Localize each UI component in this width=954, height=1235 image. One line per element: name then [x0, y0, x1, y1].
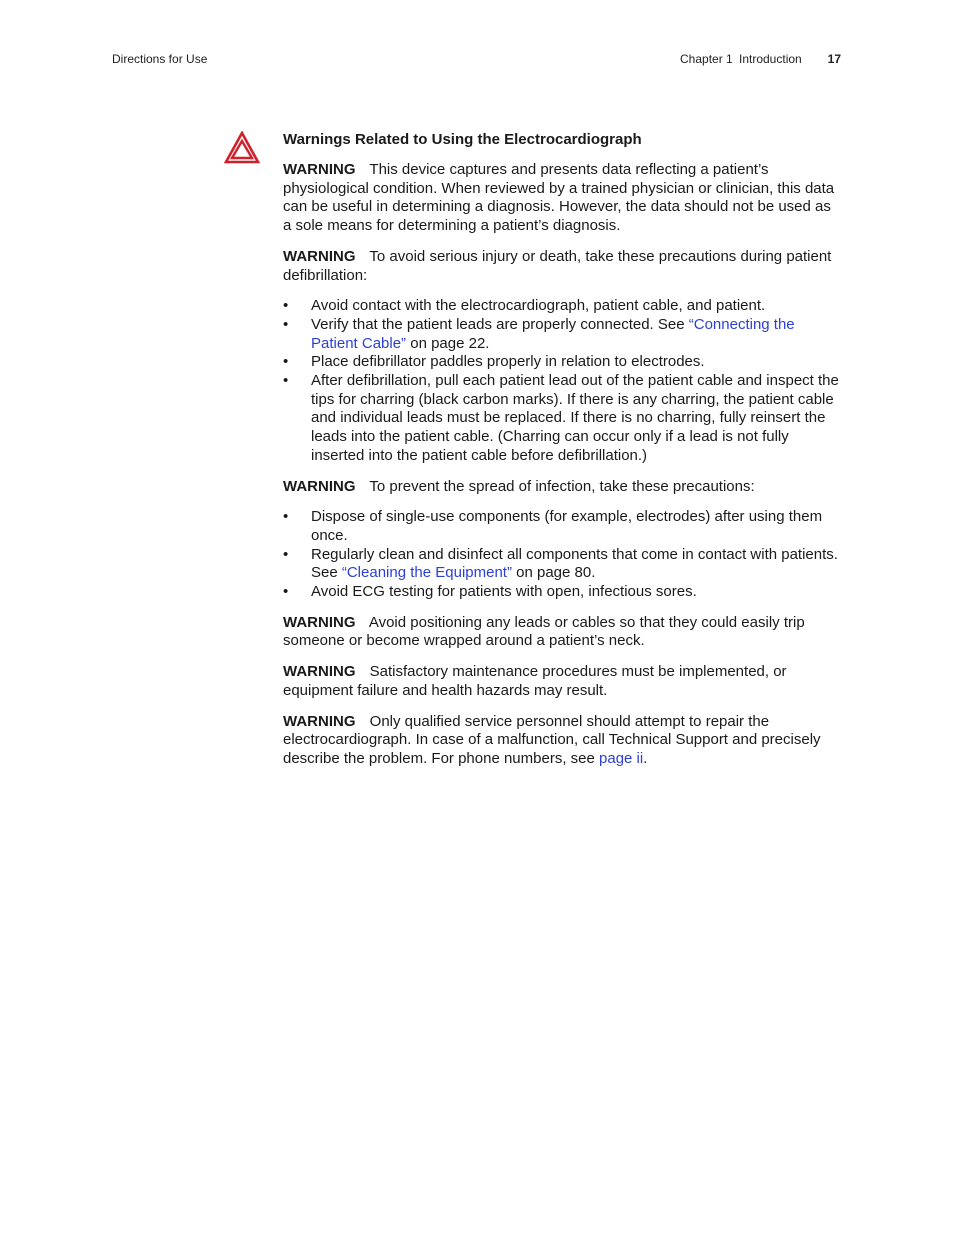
- warning-label: WARNING: [283, 663, 356, 681]
- list-item-text: Avoid ECG testing for patients with open, infectious sores.: [311, 583, 697, 601]
- list-item: [283, 353, 839, 372]
- warning-text: Only qualified service personnel should attempt to repair the electrocardiograph. In case of a malfunction, call Technical Support and precisely describe the problem. For phone numbers, see: [283, 712, 821, 767]
- section-title: Warnings Related to Using the Electrocardiograph: [283, 131, 642, 148]
- bullet: •: [283, 297, 289, 315]
- running-header: [112, 52, 841, 70]
- warning-text: This device captures and presents data reflecting a patient’s physiological condition. When reviewed by a trained physician or clinician, this data can be useful in determining a diagnosis. However, the data should not be used as a sole means for determining a patient’s diagnosis.: [283, 161, 835, 235]
- list-item-text: on page 22.: [406, 334, 490, 352]
- list-item: [283, 297, 839, 316]
- list-item-text: Avoid contact with the electrocardiograph, patient cable, and patient.: [311, 297, 766, 315]
- warning-label: WARNING: [283, 477, 356, 495]
- warning-block: [283, 248, 839, 285]
- document-title: Directions for Use: [112, 52, 208, 66]
- warning-label: WARNING: [283, 712, 356, 730]
- cleaning-equipment-link[interactable]: “Cleaning the Equipment”: [341, 564, 512, 582]
- warning-block: [283, 663, 839, 700]
- list-item: [283, 316, 839, 353]
- warning-text: Avoid positioning any leads or cables so that they could easily trip someone or become wrapped around a patient’s neck.: [283, 613, 805, 650]
- list-item: [283, 546, 839, 583]
- precautions-list: [283, 297, 839, 465]
- bullet: •: [283, 372, 289, 390]
- list-item: [283, 583, 839, 602]
- page-number: 17: [827, 52, 841, 66]
- warning-label: WARNING: [283, 161, 356, 178]
- bullet: •: [283, 315, 289, 333]
- list-item-text: Regularly clean and disinfect all components that come in contact with patients. See: [311, 545, 838, 582]
- warning-block: [283, 614, 839, 651]
- page-ii-link[interactable]: page ii: [599, 749, 644, 767]
- connecting-patient-cable-link[interactable]: “Connecting the Patient Cable”: [311, 315, 795, 352]
- warning-label: WARNING: [283, 247, 356, 265]
- warning-block: [283, 713, 839, 769]
- section-label: Introduction: [739, 52, 802, 66]
- list-item: [283, 508, 839, 545]
- warning-text: .: [643, 749, 648, 767]
- warning-triangle-icon: [224, 131, 260, 164]
- precautions-list: [283, 508, 839, 602]
- list-item-text: After defibrillation, pull each patient lead out of the patient cable and inspect the tips for charring (black carbon marks). If there is any charring, the patient cable and individual leads must be replaced. If there is no charring, fully reinsert the leads into the patient cable. (Charring can occur only if a lead is not fully inserted into the patient cable before defibrillation.): [311, 372, 839, 464]
- list-item-text: Verify that the patient leads are properly connected. See: [311, 315, 689, 333]
- warning-text: Satisfactory maintenance procedures must be implemented, or equipment failure and health hazards may result.: [283, 663, 787, 699]
- warning-text: To prevent the spread of infection, take these precautions:: [369, 477, 755, 495]
- bullet: •: [283, 353, 289, 371]
- warning-block: [283, 161, 839, 236]
- warning-text: To avoid serious injury or death, take these precautions during patient defibrillation:: [283, 247, 832, 284]
- bullet: •: [283, 545, 289, 563]
- warnings-section: [283, 131, 839, 781]
- list-item: [283, 372, 839, 466]
- list-item-text: on page 80.: [511, 564, 596, 582]
- warning-block: [283, 478, 839, 497]
- warning-label: WARNING: [283, 613, 356, 631]
- bullet: •: [283, 583, 289, 601]
- chapter-label: Chapter 1: [680, 52, 733, 66]
- bullet: •: [283, 508, 289, 526]
- list-item-text: Dispose of single-use components (for example, electrodes) after using them once.: [311, 508, 823, 544]
- list-item-text: Place defibrillator paddles properly in relation to electrodes.: [311, 353, 705, 371]
